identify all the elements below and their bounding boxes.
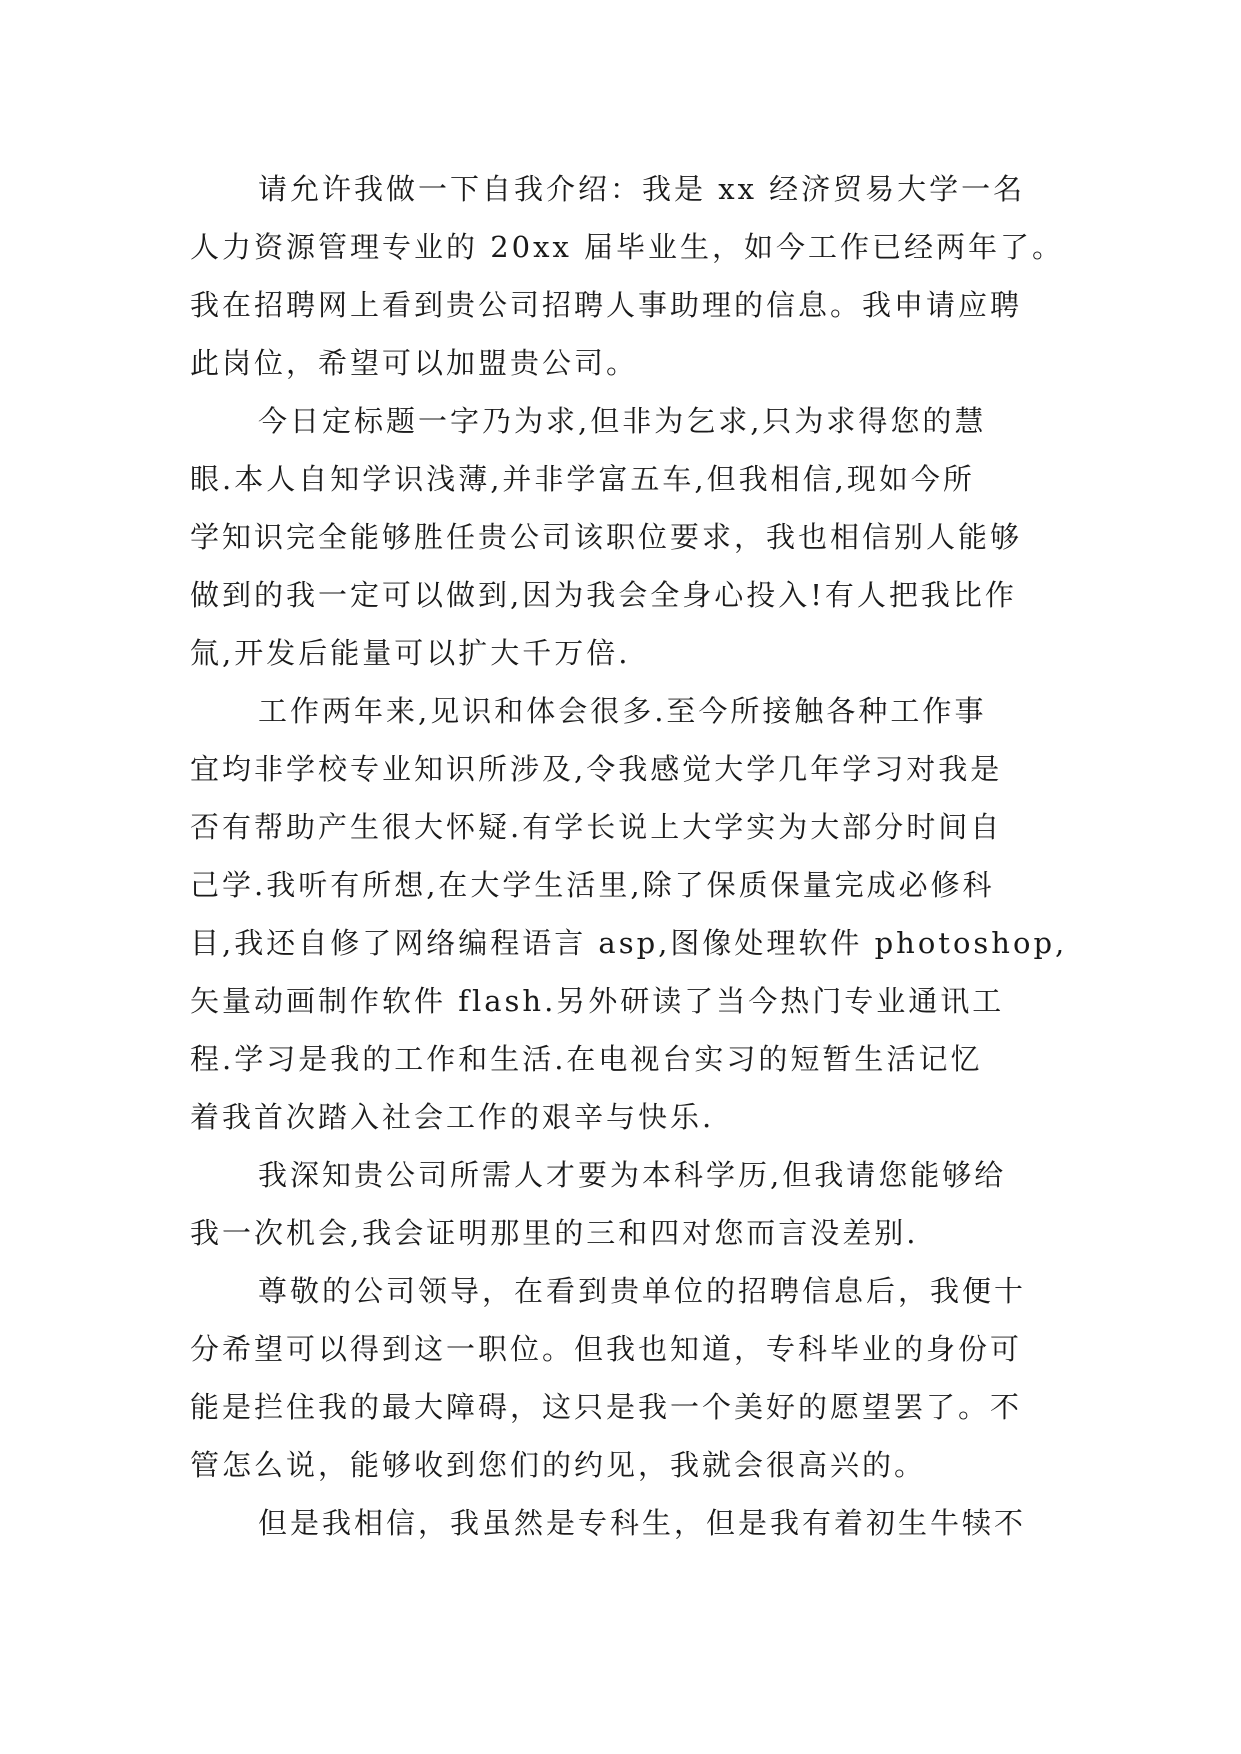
text-line: 着我首次踏入社会工作的艰辛与快乐. (190, 1100, 715, 1134)
text-line: 工作两年来,见识和体会很多.至今所接触各种工作事 (258, 694, 987, 728)
paragraph-4 (190, 1146, 1070, 1262)
text-line: 尊敬的公司领导，在看到贵单位的招聘信息后，我便十 (258, 1274, 1027, 1308)
paragraph-3 (190, 682, 1070, 1146)
text-line: 人力资源管理专业的 20xx 届毕业生，如今工作已经两年了。 (190, 230, 1065, 264)
document-body (190, 160, 1070, 1552)
text-line: 我深知贵公司所需人才要为本科学历,但我请您能够给 (258, 1158, 1007, 1192)
text-line: 眼.本人自知学识浅薄,并非学富五车,但我相信,现如今所 (190, 462, 975, 496)
text-line: 管怎么说，能够收到您们的约见，我就会很高兴的。 (190, 1448, 927, 1482)
text-line: 氚,开发后能量可以扩大千万倍. (190, 636, 631, 670)
text-line: 此岗位，希望可以加盟贵公司。 (190, 346, 639, 380)
paragraph-6 (190, 1494, 1070, 1552)
text-line: 学知识完全能够胜任贵公司该职位要求，我也相信别人能够 (190, 520, 1023, 554)
text-line: 能是拦住我的最大障碍，这只是我一个美好的愿望罢了。不 (190, 1390, 1023, 1424)
text-line: 我在招聘网上看到贵公司招聘人事助理的信息。我申请应聘 (190, 288, 1023, 322)
text-line: 但是我相信，我虽然是专科生，但是我有着初生牛犊不 (258, 1506, 1027, 1540)
paragraph-5 (190, 1262, 1070, 1494)
text-line: 宜均非学校专业知识所涉及,令我感觉大学几年学习对我是 (190, 752, 1003, 786)
text-line: 分希望可以得到这一职位。但我也知道，专科毕业的身份可 (190, 1332, 1023, 1366)
text-line: 请允许我做一下自我介绍：我是 xx 经济贸易大学一名 (258, 172, 1026, 206)
text-line: 做到的我一定可以做到,因为我会全身心投入!有人把我比作 (190, 578, 1017, 612)
text-line: 今日定标题一字乃为求,但非为乞求,只为求得您的慧 (258, 404, 987, 438)
text-line: 己学.我听有所想,在大学生活里,除了保质保量完成必修科 (190, 868, 995, 902)
text-line: 否有帮助产生很大怀疑.有学长说上大学实为大部分时间自 (190, 810, 1003, 844)
text-line: 我一次机会,我会证明那里的三和四对您而言没差别. (190, 1216, 919, 1250)
paragraph-2 (190, 392, 1070, 682)
text-line: 目,我还自修了网络编程语言 asp,图像处理软件 photoshop, (190, 926, 1068, 960)
text-line: 矢量动画制作软件 flash.另外研读了当今热门专业通讯工 (190, 984, 1005, 1018)
text-line: 程.学习是我的工作和生活.在电视台实习的短暂生活记忆 (190, 1042, 983, 1076)
paragraph-1 (190, 160, 1070, 392)
